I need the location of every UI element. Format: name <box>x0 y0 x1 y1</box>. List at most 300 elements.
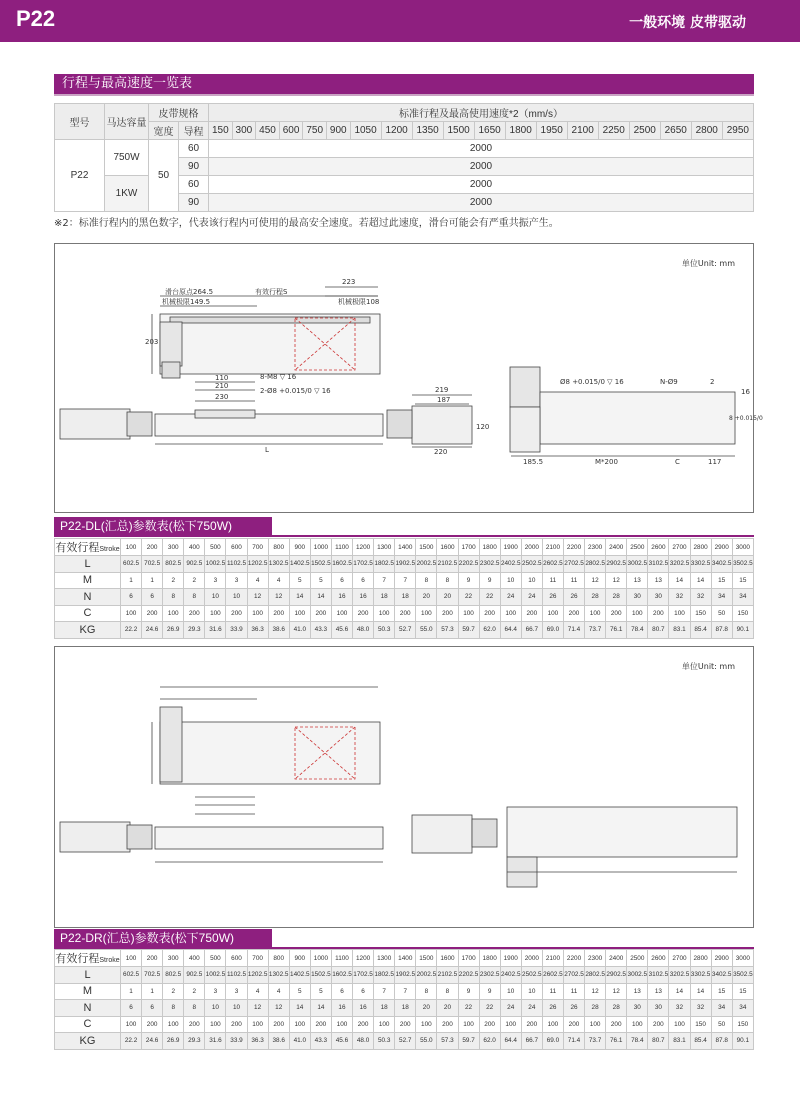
value-cell: 26.9 <box>163 622 184 639</box>
value-cell: 83.1 <box>669 622 690 639</box>
col-model-header: 型号 <box>55 104 105 140</box>
stroke-cell: 1800 <box>479 950 500 967</box>
value-cell: 1602.5 <box>331 556 352 573</box>
stroke-cell: 2000 <box>521 539 542 556</box>
value-cell: 14 <box>690 983 711 1000</box>
stroke-cell: 1600 <box>437 950 458 967</box>
table-dl-title: P22-DL(汇总)参数表(松下750W) <box>54 517 272 535</box>
value-cell: 22 <box>458 1000 479 1017</box>
value-cell: 85.4 <box>690 1033 711 1050</box>
value-cell: 12 <box>585 983 606 1000</box>
stroke-cell: 2700 <box>669 950 690 967</box>
stroke-label-en: Stroke <box>99 957 120 964</box>
value-cell: 200 <box>521 1016 542 1033</box>
value-cell: 200 <box>395 605 416 622</box>
value-cell: 24 <box>521 1000 542 1017</box>
value-cell: 3402.5 <box>711 556 732 573</box>
value-cell: 12 <box>247 589 268 606</box>
value-cell: 100 <box>247 1016 268 1033</box>
value-cell: 100 <box>585 1016 606 1033</box>
value-cell: 48.0 <box>353 622 374 639</box>
stroke-header-cell: 1500 <box>443 122 474 140</box>
value-cell: 5 <box>310 572 331 589</box>
dim-mech-left: 机械极限149.5 <box>162 298 211 306</box>
value-cell: 4 <box>268 983 289 1000</box>
value-cell: 3002.5 <box>627 967 648 984</box>
stroke-cell: 2900 <box>711 950 732 967</box>
value-cell: 18 <box>374 1000 395 1017</box>
value-cell: 16 <box>353 1000 374 1017</box>
value-cell: 4 <box>268 572 289 589</box>
value-cell: 57.3 <box>437 622 458 639</box>
value-cell: 13 <box>627 983 648 1000</box>
value-cell: 14 <box>310 589 331 606</box>
stroke-cell: 3000 <box>732 950 753 967</box>
stroke-header-cell: 1800 <box>505 122 536 140</box>
value-cell: 6 <box>121 1000 142 1017</box>
value-cell: 28 <box>606 589 627 606</box>
value-cell: 2002.5 <box>416 967 437 984</box>
value-cell: 2902.5 <box>606 556 627 573</box>
value-cell: 9 <box>479 572 500 589</box>
motor-cell: 1KW <box>105 176 149 212</box>
stroke-header-cell: 2500 <box>629 122 660 140</box>
value-cell: 8 <box>437 572 458 589</box>
value-cell: 59.7 <box>458 1033 479 1050</box>
value-cell: 11 <box>563 572 584 589</box>
value-cell: 2502.5 <box>521 967 542 984</box>
col-motor-header: 马达容量 <box>105 104 149 140</box>
stroke-header-cell: 900 <box>326 122 350 140</box>
value-cell: 7 <box>374 983 395 1000</box>
value-cell: 3302.5 <box>690 556 711 573</box>
stroke-cell: 300 <box>163 950 184 967</box>
dim-m200: M*200 <box>595 458 618 466</box>
value-cell: 100 <box>416 1016 437 1033</box>
value-cell: 3202.5 <box>669 556 690 573</box>
value-cell: 2 <box>184 572 205 589</box>
value-cell: 6 <box>353 983 374 1000</box>
value-cell: 200 <box>310 605 331 622</box>
value-cell: 100 <box>205 605 226 622</box>
value-cell: 100 <box>163 605 184 622</box>
dim-origin: 滑台原点264.5 <box>165 288 214 296</box>
value-cell: 76.1 <box>606 1033 627 1050</box>
col-rail-header: 导程 <box>179 122 209 140</box>
row-label: C <box>55 1016 121 1033</box>
value-cell: 14 <box>690 572 711 589</box>
value-cell: 43.3 <box>310 1033 331 1050</box>
value-cell: 1302.5 <box>268 556 289 573</box>
value-cell: 12 <box>268 1000 289 1017</box>
stroke-cell: 200 <box>142 950 163 967</box>
value-cell: 26.9 <box>163 1033 184 1050</box>
value-cell: 1002.5 <box>205 556 226 573</box>
value-cell: 50.3 <box>374 622 395 639</box>
value-cell: 64.4 <box>500 1033 521 1050</box>
value-cell: 2602.5 <box>542 967 563 984</box>
stroke-cell: 1700 <box>458 539 479 556</box>
value-cell: 41.0 <box>289 622 310 639</box>
value-cell: 100 <box>205 1016 226 1033</box>
stroke-cell: 2400 <box>606 950 627 967</box>
value-cell: 50 <box>711 605 732 622</box>
stroke-cell: 500 <box>205 539 226 556</box>
value-cell: 73.7 <box>585 622 606 639</box>
stroke-cell: 800 <box>268 539 289 556</box>
value-cell: 200 <box>142 1016 163 1033</box>
stroke-cell: 400 <box>184 950 205 967</box>
value-cell: 24 <box>500 589 521 606</box>
stroke-header-cell: 750 <box>303 122 327 140</box>
value-cell: 10 <box>521 572 542 589</box>
value-cell: 8 <box>437 983 458 1000</box>
dim-203: 203 <box>145 338 159 346</box>
value-cell: 11 <box>542 983 563 1000</box>
value-cell: 200 <box>353 605 374 622</box>
stroke-label-cn: 有效行程 <box>55 953 100 965</box>
value-cell: 28 <box>585 1000 606 1017</box>
speed-section-title: 行程与最高速度一览表 <box>54 74 754 94</box>
value-cell: 12 <box>268 589 289 606</box>
value-cell: 12 <box>606 572 627 589</box>
value-cell: 64.4 <box>500 622 521 639</box>
speed-cell: 2000 <box>209 140 754 158</box>
model-cell: P22 <box>55 140 105 212</box>
dim-223: 223 <box>342 278 356 286</box>
stroke-cell: 1400 <box>395 950 416 967</box>
row-label: L <box>55 556 121 573</box>
value-cell: 69.0 <box>542 622 563 639</box>
value-cell: 24.6 <box>142 622 163 639</box>
stroke-cell: 2800 <box>690 950 711 967</box>
value-cell: 12 <box>606 983 627 1000</box>
stroke-cell: 1100 <box>331 539 352 556</box>
value-cell: 12 <box>585 572 606 589</box>
value-cell: 100 <box>542 1016 563 1033</box>
value-cell: 3202.5 <box>669 967 690 984</box>
value-cell: 38.6 <box>268 1033 289 1050</box>
value-cell: 1 <box>142 572 163 589</box>
value-cell: 38.6 <box>268 622 289 639</box>
value-cell: 4 <box>247 983 268 1000</box>
dim-230: 230 <box>215 393 229 401</box>
value-cell: 62.0 <box>479 1033 500 1050</box>
value-cell: 1102.5 <box>226 556 247 573</box>
value-cell: 55.0 <box>416 1033 437 1050</box>
row-label: KG <box>55 1033 121 1050</box>
value-cell: 6 <box>142 1000 163 1017</box>
stroke-cell: 900 <box>289 539 310 556</box>
stroke-cell: 100 <box>121 950 142 967</box>
value-cell: 200 <box>437 605 458 622</box>
callout-m8: 8-M8 ▽ 16 <box>260 373 297 381</box>
stroke-header-cell: 1050 <box>350 122 381 140</box>
value-cell: 200 <box>479 1016 500 1033</box>
value-cell: 16 <box>353 589 374 606</box>
value-cell: 2402.5 <box>500 556 521 573</box>
dim-110: 110 <box>215 374 229 382</box>
value-cell: 15 <box>711 572 732 589</box>
stroke-header-cell: 1350 <box>412 122 443 140</box>
stroke-cell: 2000 <box>521 950 542 967</box>
value-cell: 200 <box>268 605 289 622</box>
value-cell: 76.1 <box>606 622 627 639</box>
value-cell: 50.3 <box>374 1033 395 1050</box>
stroke-label <box>55 539 121 556</box>
value-cell: 100 <box>669 605 690 622</box>
value-cell: 1 <box>121 572 142 589</box>
value-cell: 22.2 <box>121 622 142 639</box>
value-cell: 52.7 <box>395 1033 416 1050</box>
row-label: C <box>55 605 121 622</box>
dim-c: C <box>675 458 680 466</box>
stroke-cell: 2400 <box>606 539 627 556</box>
stroke-header-cell: 1200 <box>381 122 412 140</box>
value-cell: 50 <box>711 1016 732 1033</box>
value-cell: 11 <box>563 983 584 1000</box>
value-cell: 16 <box>331 1000 352 1017</box>
value-cell: 32 <box>669 1000 690 1017</box>
value-cell: 100 <box>289 1016 310 1033</box>
value-cell: 150 <box>732 1016 753 1033</box>
value-cell: 20 <box>416 589 437 606</box>
technical-drawing-dr <box>54 646 754 928</box>
value-cell: 1202.5 <box>247 556 268 573</box>
stroke-cell: 1200 <box>353 539 374 556</box>
value-cell: 10 <box>226 1000 247 1017</box>
value-cell: 8 <box>184 1000 205 1017</box>
value-cell: 200 <box>606 605 627 622</box>
value-cell: 10 <box>500 572 521 589</box>
stroke-header-cell: 2100 <box>567 122 598 140</box>
motor-cell: 750W <box>105 140 149 176</box>
value-cell: 34 <box>711 589 732 606</box>
stroke-label <box>55 950 121 967</box>
value-cell: 15 <box>711 983 732 1000</box>
row-label: M <box>55 572 121 589</box>
stroke-header-cell: 2650 <box>660 122 691 140</box>
value-cell: 78.4 <box>627 622 648 639</box>
dim-117: 117 <box>708 458 722 466</box>
value-cell: 62.0 <box>479 622 500 639</box>
value-cell: 100 <box>585 605 606 622</box>
value-cell: 100 <box>458 1016 479 1033</box>
environment-title: 一般环境 皮带驱动 <box>629 15 746 31</box>
value-cell: 150 <box>690 605 711 622</box>
value-cell: 100 <box>458 605 479 622</box>
value-cell: 33.9 <box>226 622 247 639</box>
value-cell: 200 <box>226 605 247 622</box>
stroke-cell: 200 <box>142 539 163 556</box>
value-cell: 48.0 <box>353 1033 374 1050</box>
value-cell: 2202.5 <box>458 556 479 573</box>
value-cell: 30 <box>627 589 648 606</box>
stroke-cell: 1000 <box>310 950 331 967</box>
speed-cell: 2000 <box>209 176 754 194</box>
value-cell: 150 <box>732 605 753 622</box>
value-cell: 30 <box>648 589 669 606</box>
callout-n9: N-Ø9 <box>660 378 678 386</box>
technical-drawing-dl <box>54 243 763 513</box>
value-cell: 10 <box>205 589 226 606</box>
value-cell: 3102.5 <box>648 967 669 984</box>
dim-mech-right: 机械极限108 <box>338 298 380 306</box>
width-cell: 50 <box>149 140 179 212</box>
value-cell: 100 <box>331 1016 352 1033</box>
value-cell: 59.7 <box>458 622 479 639</box>
value-cell: 90.1 <box>732 1033 753 1050</box>
stroke-header-cell: 1650 <box>474 122 505 140</box>
row-label: L <box>55 967 121 984</box>
value-cell: 1 <box>142 983 163 1000</box>
value-cell: 100 <box>163 1016 184 1033</box>
value-cell: 2 <box>163 983 184 1000</box>
value-cell: 3502.5 <box>732 967 753 984</box>
value-cell: 6 <box>331 572 352 589</box>
value-cell: 2002.5 <box>416 556 437 573</box>
callout-pin: 2-Ø8 +0.015/0 ▽ 16 <box>260 387 331 395</box>
value-cell: 7 <box>374 572 395 589</box>
value-cell: 2 <box>184 983 205 1000</box>
value-cell: 100 <box>627 605 648 622</box>
value-cell: 100 <box>416 605 437 622</box>
value-cell: 1402.5 <box>289 967 310 984</box>
dim-stroke: 有效行程S <box>255 288 288 296</box>
stroke-header-cell: 150 <box>209 122 233 140</box>
value-cell: 2902.5 <box>606 967 627 984</box>
stroke-cell: 400 <box>184 539 205 556</box>
value-cell: 2602.5 <box>542 556 563 573</box>
value-cell: 20 <box>416 1000 437 1017</box>
stroke-cell: 2800 <box>690 539 711 556</box>
value-cell: 90.1 <box>732 622 753 639</box>
value-cell: 1502.5 <box>310 967 331 984</box>
value-cell: 200 <box>353 1016 374 1033</box>
value-cell: 24 <box>500 1000 521 1017</box>
value-cell: 66.7 <box>521 622 542 639</box>
value-cell: 2102.5 <box>437 556 458 573</box>
value-cell: 3 <box>205 983 226 1000</box>
speed-note: ※2：标准行程内的黑色数字，代表该行程内可使用的最高安全速度。若超过此速度，滑台可能会有严重共振产生。 <box>54 218 559 229</box>
stroke-cell: 700 <box>247 539 268 556</box>
rail-cell: 90 <box>179 194 209 212</box>
value-cell: 14 <box>289 589 310 606</box>
value-cell: 3302.5 <box>690 967 711 984</box>
stroke-label-en: Stroke <box>99 546 120 553</box>
unit-label: 单位Unit: mm <box>681 662 735 671</box>
value-cell: 22 <box>479 1000 500 1017</box>
value-cell: 14 <box>289 1000 310 1017</box>
value-cell: 24 <box>521 589 542 606</box>
value-cell: 2702.5 <box>563 967 584 984</box>
value-cell: 71.4 <box>563 1033 584 1050</box>
value-cell: 100 <box>669 1016 690 1033</box>
stroke-header-cell: 2950 <box>722 122 753 140</box>
stroke-cell: 1500 <box>416 950 437 967</box>
value-cell: 902.5 <box>184 967 205 984</box>
stroke-cell: 2700 <box>669 539 690 556</box>
stroke-cell: 2500 <box>627 539 648 556</box>
value-cell: 10 <box>521 983 542 1000</box>
value-cell: 8 <box>416 983 437 1000</box>
drawing-svg <box>55 244 763 512</box>
value-cell: 1802.5 <box>374 556 395 573</box>
value-cell: 26 <box>563 589 584 606</box>
dim-120: 120 <box>476 423 490 431</box>
stroke-cell: 2600 <box>648 539 669 556</box>
stroke-cell: 2900 <box>711 539 732 556</box>
value-cell: 26 <box>542 589 563 606</box>
value-cell: 30 <box>627 1000 648 1017</box>
value-cell: 3 <box>205 572 226 589</box>
value-cell: 3402.5 <box>711 967 732 984</box>
value-cell: 33.9 <box>226 1033 247 1050</box>
value-cell: 22 <box>479 589 500 606</box>
value-cell: 71.4 <box>563 622 584 639</box>
value-cell: 1 <box>121 983 142 1000</box>
value-cell: 13 <box>648 572 669 589</box>
stroke-cell: 1100 <box>331 950 352 967</box>
stroke-cell: 1900 <box>500 539 521 556</box>
stroke-cell: 600 <box>226 950 247 967</box>
value-cell: 36.3 <box>247 1033 268 1050</box>
value-cell: 200 <box>142 605 163 622</box>
value-cell: 31.6 <box>205 1033 226 1050</box>
value-cell: 100 <box>331 605 352 622</box>
value-cell: 22.2 <box>121 1033 142 1050</box>
stroke-cell: 1000 <box>310 539 331 556</box>
row-label: N <box>55 589 121 606</box>
stroke-cell: 2100 <box>542 539 563 556</box>
value-cell: 13 <box>648 983 669 1000</box>
value-cell: 1902.5 <box>395 556 416 573</box>
value-cell: 200 <box>226 1016 247 1033</box>
table-dr-title: P22-DR(汇总)参数表(松下750W) <box>54 929 272 947</box>
value-cell: 3502.5 <box>732 556 753 573</box>
value-cell: 20 <box>437 1000 458 1017</box>
value-cell: 1402.5 <box>289 556 310 573</box>
value-cell: 73.7 <box>585 1033 606 1050</box>
stroke-cell: 1700 <box>458 950 479 967</box>
stroke-cell: 2200 <box>563 950 584 967</box>
value-cell: 2402.5 <box>500 967 521 984</box>
value-cell: 29.3 <box>184 622 205 639</box>
value-cell: 100 <box>247 605 268 622</box>
stroke-cell: 700 <box>247 950 268 967</box>
stroke-label-cn: 有效行程 <box>55 542 100 554</box>
value-cell: 28 <box>606 1000 627 1017</box>
value-cell: 5 <box>310 983 331 1000</box>
value-cell: 43.3 <box>310 622 331 639</box>
col-width-header: 宽度 <box>149 122 179 140</box>
value-cell: 8 <box>184 589 205 606</box>
stroke-header-cell: 2250 <box>598 122 629 140</box>
value-cell: 100 <box>121 1016 142 1033</box>
value-cell: 52.7 <box>395 622 416 639</box>
value-cell: 1002.5 <box>205 967 226 984</box>
value-cell: 100 <box>374 1016 395 1033</box>
value-cell: 24.6 <box>142 1033 163 1050</box>
stroke-cell: 100 <box>121 539 142 556</box>
stroke-cell: 500 <box>205 950 226 967</box>
speed-cell: 2000 <box>209 194 754 212</box>
dim-16: 16 <box>741 388 750 396</box>
value-cell: 3 <box>226 572 247 589</box>
drawing-svg <box>55 647 753 927</box>
value-cell: 200 <box>521 605 542 622</box>
value-cell: 32 <box>690 1000 711 1017</box>
